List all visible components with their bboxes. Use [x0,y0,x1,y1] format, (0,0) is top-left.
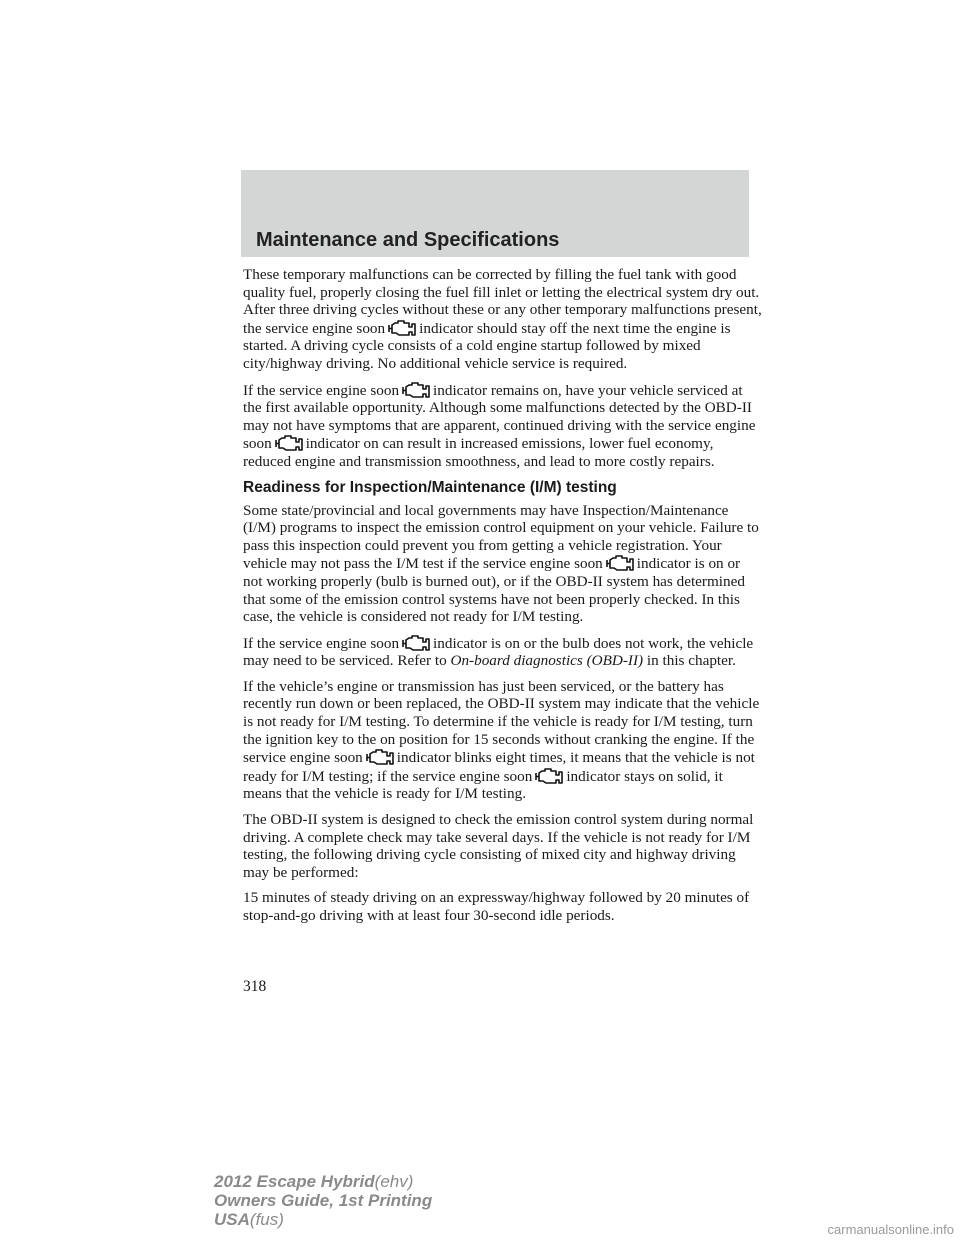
document-footer [214,1172,432,1229]
check-engine-icon [605,554,635,571]
page-number: 318 [243,978,267,995]
footer-line-2: Owners Guide, 1st Printing [214,1191,433,1210]
cross-reference: On-board diagnostics (OBD-II) [450,652,644,670]
paragraph-indicator-remains-on: If the service engine soon indicator remains on, have your vehicle serviced at the first available opportunity. Although some malfunctions detected by the OBD-II may not have symptoms that are apparent, continued driving with the service engine soon indicator on can result in increased emissions, lower fuel economy, reduced engine and transmission smoothness, and lead to more costly repairs. [243,381,756,470]
check-engine-icon [387,319,417,336]
paragraph-obd-check: The OBD-II system is designed to check the emission control system during normal driving. A complete check may take several days. If the vehicle is not ready for I/M testing, the following driving cycle consisting of mixed city and highway driving may be performed: [243,811,754,881]
section-heading: Readiness for Inspection/Maintenance (I/M) testing [243,478,617,496]
paragraph-recently-serviced: If the vehicle’s engine or transmission has just been serviced, or the battery has recently run down or been replaced, the OBD-II system may indicate that the vehicle is not ready for I/M testing. To determine if the vehicle is ready for I/M testing, turn the ignition key to the on position for 15 seconds without cranking the engine. If the service engine soon indicator blinks eight times, it means that the vehicle is not ready for I/M testing; if the service engine soon indicator stays on solid, it means that the vehicle is ready for I/M testing. [243,677,760,803]
page-body [243,266,763,933]
footer-line-1: 2012 Escape Hybrid(ehv) [214,1172,414,1191]
paragraph-driving-cycle: 15 minutes of steady driving on an expressway/highway followed by 20 minutes of stop-and-go driving with at least four 30-second idle periods. [243,889,750,924]
check-engine-icon [534,767,564,784]
check-engine-icon [365,748,395,765]
footer-line-3: USA(fus) [214,1210,284,1229]
section-title: Maintenance and Specifications [256,229,560,251]
paragraph-temporary-malfunctions: These temporary malfunctions can be corrected by filling the fuel tank with good quality fuel, properly closing the fuel fill inlet or letting the electrical system dry out. After three driving cycles without these or any other temporary malfunctions present, the service engine soon indicator should stay off the next time the engine is started. A driving cycle consists of a cold engine startup followed by mixed city/highway driving. No additional vehicle service is required. [243,266,762,372]
paragraph-im-programs: Some state/provincial and local governments may have Inspection/Maintenance (I/M) programs to inspect the emission control equipment on your vehicle. Failure to pass this inspection could prevent you from getting a vehicle registration. Your vehicle may not pass the I/M test if the service engine soon indicator is on or not working properly (bulb is burned out), or if the OBD-II system has determined that some of the emission control systems have not been properly checked. In this case, the vehicle is considered not ready for I/M testing. [243,501,759,626]
check-engine-icon [401,381,431,398]
check-engine-icon [274,434,304,451]
paragraph-bulb-not-work: If the service engine soon indicator is on or the bulb does not work, the vehicle may need to be serviced. Refer to On-board diagnostics (OBD-II) in this chapter. [243,634,754,670]
watermark: carmanualsonline.info [827,1222,954,1237]
check-engine-icon [401,634,431,651]
